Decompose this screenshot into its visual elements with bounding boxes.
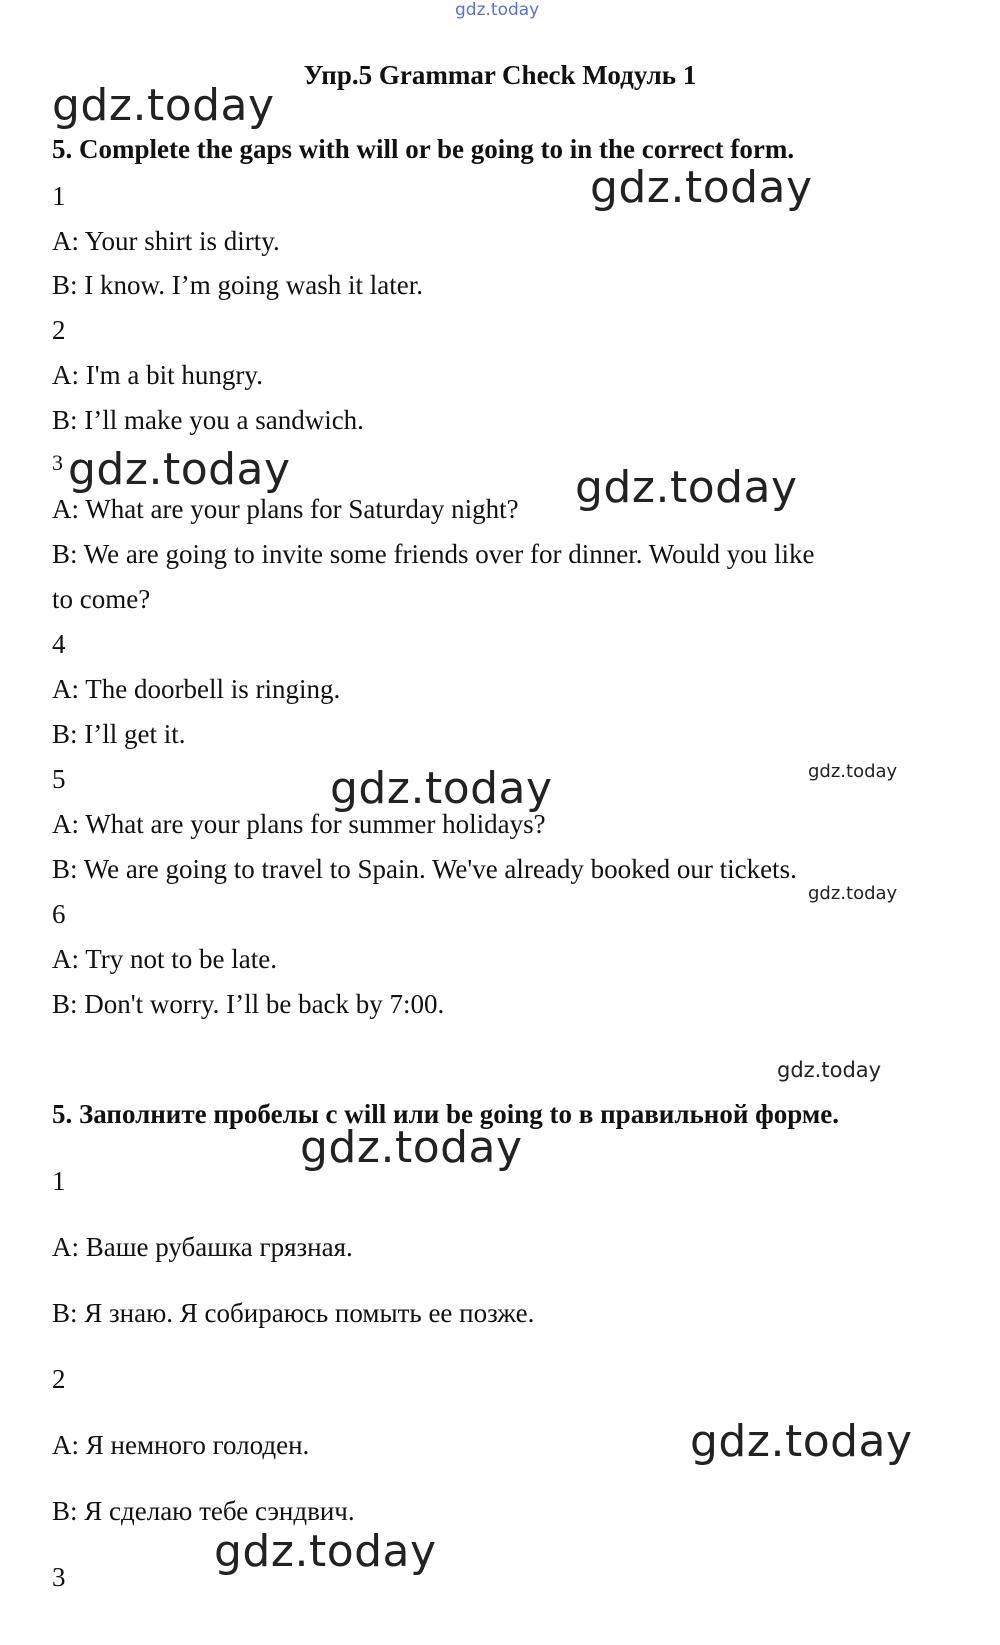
- dialogue-line-b-continued: to come?: [52, 584, 151, 614]
- watermark: gdz.today: [300, 1122, 523, 1173]
- dialogue-line-b: B: I’ll make you a sandwich.: [52, 405, 364, 435]
- item-number: 5: [52, 764, 66, 794]
- dialogue-line-a: A: I'm a bit hungry.: [52, 360, 263, 390]
- english-heading: 5. Complete the gaps with will or be going to in the correct form.: [52, 134, 795, 164]
- dialogue-line-a: A: Я немного голоден.: [52, 1430, 310, 1460]
- watermark: gdz.today: [68, 444, 291, 495]
- dialogue-line-a: A: Ваше рубашка грязная.: [52, 1232, 353, 1262]
- watermark: gdz.today: [52, 80, 275, 131]
- watermark: gdz.today: [575, 462, 798, 513]
- dialogue-line-b: B: I know. I’m going wash it later.: [52, 270, 423, 300]
- dialogue-line-a: A: Your shirt is dirty.: [52, 226, 280, 256]
- item-number: 6: [52, 899, 66, 929]
- item-number: 1: [52, 181, 66, 211]
- watermark-top: gdz.today: [455, 0, 540, 20]
- item-number: 3: [52, 450, 63, 475]
- russian-heading: 5. Заполните пробелы с will или be going to в правильной форме.: [52, 1099, 840, 1129]
- watermark-small: gdz.today: [808, 883, 898, 904]
- dialogue-line-b: B: I’ll get it.: [52, 719, 186, 749]
- item-number: 1: [52, 1166, 66, 1196]
- watermark: gdz.today: [590, 162, 813, 213]
- dialogue-line-b: B: Don't worry. I’ll be back by 7:00.: [52, 989, 445, 1019]
- watermark-small: gdz.today: [808, 761, 898, 782]
- dialogue-line-a: A: What are your plans for Saturday night?: [52, 494, 519, 524]
- dialogue-line-b: B: Я знаю. Я собираюсь помыть ее позже.: [52, 1298, 535, 1328]
- item-number: 4: [52, 629, 66, 659]
- watermark: gdz.today: [690, 1416, 913, 1467]
- watermark-small: gdz.today: [777, 1058, 882, 1082]
- dialogue-line-b: B: We are going to invite some friends over for dinner. Would you like: [52, 539, 815, 569]
- dialogue-line-b: B: Я сделаю тебе сэндвич.: [52, 1496, 355, 1526]
- item-number: 3: [52, 1562, 66, 1592]
- item-number: 2: [52, 1364, 66, 1394]
- dialogue-line-a: A: The doorbell is ringing.: [52, 674, 341, 704]
- dialogue-line-a: A: Try not to be late.: [52, 944, 278, 974]
- watermark: gdz.today: [214, 1526, 437, 1577]
- watermark: gdz.today: [330, 763, 553, 814]
- page-title: Упр.5 Grammar Check Модуль 1: [303, 60, 697, 90]
- dialogue-line-a: A: What are your plans for summer holidays?: [52, 809, 546, 839]
- item-number: 2: [52, 315, 66, 345]
- dialogue-line-b: B: We are going to travel to Spain. We've already booked our tickets.: [52, 854, 797, 884]
